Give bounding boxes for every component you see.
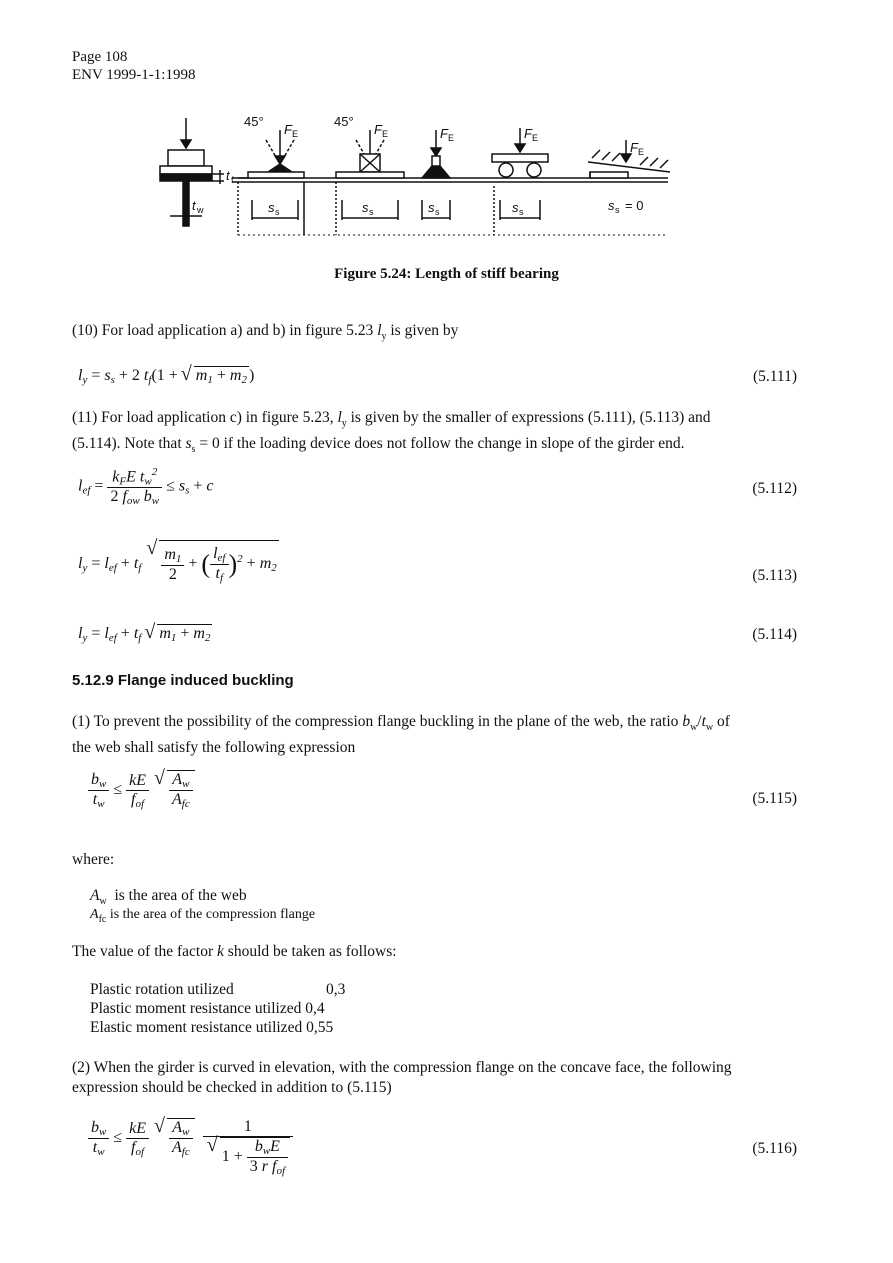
k-row: Plastic rotation utilized 0,3 (90, 981, 346, 998)
stiff-bearing-figure (140, 110, 700, 260)
equation-number-5-116: (5.116) (752, 1140, 797, 1157)
ss-label-e: s (608, 198, 615, 213)
k-intro: The value of the factor k should be taken as follows: (72, 943, 397, 960)
formula-5-112: $l_{ef}$ = $\frac{k_FE t_w^2}{2 f_{ow} b_w}$ ≤ $s_s + c$ (78, 466, 214, 508)
equation-number-5-112: (5.112) (752, 480, 797, 497)
k-values-table (90, 980, 345, 1037)
tw-label: t (192, 198, 196, 213)
paragraph-s1: (1) To prevent the possibility of the compression flange buckling in the plane of the web, the ratio $b_w/t_w$ of the web shall satisfy the following expression (72, 713, 730, 757)
figure-caption: Figure 5.24: Length of stiff bearing (334, 266, 559, 282)
bearing-e (588, 140, 670, 178)
ss-sub-d: s (519, 207, 524, 217)
definition-afc: $A_{fc}$ is the area of the compression flange (90, 907, 316, 925)
paragraph-11: (11) For load application c) in figure 5.23, $l_y$ is given by the smaller of expressions (5.111), (5.113) and (5.114). Note that $s_s = 0$ if the loading device does not follow the change in slope of the girder end. (72, 409, 711, 456)
load-sub-b: E (382, 129, 389, 139)
ss-sub-c: s (435, 207, 440, 217)
load-sub-d: E (532, 133, 539, 143)
tf-label: t (226, 168, 230, 183)
load-label-e: F (630, 140, 638, 155)
definition-aw: $A_w$ is the area of the web (90, 887, 247, 908)
load-sub-e: E (638, 147, 645, 157)
equation-number-5-113: (5.113) (752, 567, 797, 584)
load-sub-a: E (292, 129, 299, 139)
tf-sub: f (231, 175, 234, 185)
formula-5-116: $\frac{b_w}{t_w}$ ≤ $\frac{kE}{f_{of}}$ √ $\frac{A_w}{A_{fc}}$ 1 √ 1 + $\frac{b_wE}{3 r f_{of}}$ (88, 1118, 293, 1177)
load-label-a: F (284, 122, 292, 137)
k-row: Plastic moment resistance utilized 0,4 (90, 1000, 325, 1017)
page-number: Page 108 (72, 49, 128, 65)
where-label: where: (72, 851, 115, 868)
formula-5-115: $\frac{b_w}{t_w}$ ≤ $\frac{kE}{f_{of}}$ √ $\frac{A_w}{A_{fc}}$ (88, 770, 195, 810)
ss-label-b: s (362, 200, 369, 215)
ss-label-d: s (512, 200, 519, 215)
equation-number-5-115: (5.115) (752, 790, 797, 807)
ss-label-c: s (428, 200, 435, 215)
equation-number-5-114: (5.114) (752, 626, 797, 643)
angle-label-b: 45° (334, 114, 354, 129)
formula-5-111: $l_y = s_s + 2$ $t_f(1$ + √ $m_1 + m_2$ ) (78, 366, 254, 386)
load-label-c: F (440, 126, 448, 141)
formula-5-114: $l_y = l_{ef} + t_f$ √ $m_1 + m_2$ (78, 624, 212, 644)
standard-code: ENV 1999-1-1:1998 (72, 67, 196, 83)
formula-5-113: $l_y = l_{ef} + t_f$ √ $\frac{m_1}{2}$ + ( $\frac{l_{ef}}{t_f}$ )$^2 + m_2$ (78, 540, 279, 584)
k-row: Elastic moment resistance utilized 0,55 (90, 1019, 334, 1036)
ss-zero-label: = 0 (625, 198, 644, 213)
load-sub-c: E (448, 133, 455, 143)
ss-sub-e: s (615, 205, 620, 215)
angle-label-a: 45° (244, 114, 264, 129)
load-label-b: F (374, 122, 382, 137)
paragraph-s2: (2) When the girder is curved in elevation, with the compression flange on the concave face, the following expression should be checked in addition to (5.115) (72, 1059, 732, 1096)
load-label-d: F (524, 126, 532, 141)
paragraph-10: (10) For load application a) and b) in figure 5.23 $l_y$ is given by (72, 322, 459, 343)
tw-sub: w (197, 205, 204, 215)
ss-sub-b: s (369, 207, 374, 217)
ss-label-a: s (268, 200, 275, 215)
ss-sub-a: s (275, 207, 280, 217)
equation-number-5-111: (5.111) (752, 368, 797, 385)
section-heading: 5.12.9 Flange induced buckling (72, 672, 294, 689)
